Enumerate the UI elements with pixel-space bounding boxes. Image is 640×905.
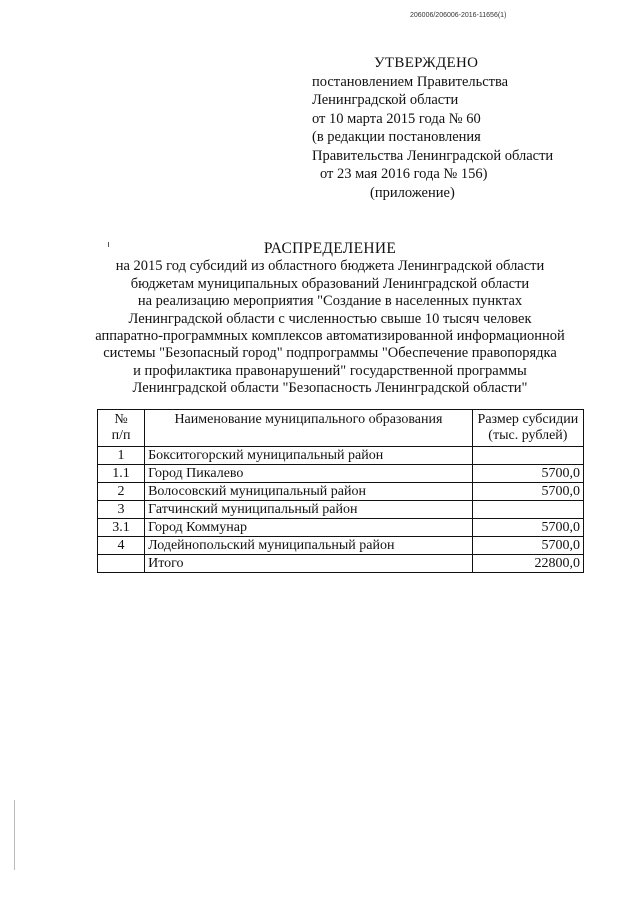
table-row <box>98 537 584 555</box>
row-amount: 5700,0 <box>472 537 583 555</box>
header-num-line1: № <box>114 412 128 427</box>
approval-line: от 10 марта 2015 года № 60 <box>312 110 481 127</box>
scan-edge-line <box>14 800 15 870</box>
row-num <box>98 555 145 573</box>
approval-line: постановлением Правительства <box>312 73 509 90</box>
row-amount: 5700,0 <box>472 519 583 537</box>
row-num: 4 <box>98 537 145 555</box>
row-num: 3.1 <box>98 519 145 537</box>
row-name: Город Коммунар <box>145 519 473 537</box>
table-row <box>98 447 584 465</box>
row-amount: 5700,0 <box>472 465 583 483</box>
title-line: Ленинградской области "Безопасность Ленинградской области" <box>132 380 528 397</box>
row-name: Бокситогорский муниципальный район <box>145 447 473 465</box>
subsidy-table <box>97 409 584 573</box>
title-line: на 2015 год субсидий из областного бюджета Ленинградской области <box>115 258 545 275</box>
row-name: Лодейнопольский муниципальный район <box>145 537 473 555</box>
table-row <box>98 501 584 519</box>
title-line: системы "Безопасный город" подпрограммы "Обеспечение правопорядка <box>103 345 557 362</box>
title-line: аппаратно-программных комплексов автоматизированной информационной <box>95 328 565 345</box>
approval-block <box>312 54 612 202</box>
table-header-row <box>98 410 584 447</box>
table-total-row <box>98 555 584 573</box>
approval-line: от 23 мая 2016 года № 156) <box>320 166 488 182</box>
header-num <box>98 410 145 447</box>
row-amount: 5700,0 <box>472 483 583 501</box>
row-num: 3 <box>98 501 145 519</box>
table-row <box>98 519 584 537</box>
row-name: Гатчинский муниципальный район <box>145 501 473 519</box>
row-num: 1.1 <box>98 465 145 483</box>
distribution-title <box>60 240 600 398</box>
approval-stamp: УТВЕРЖДЕНО <box>374 55 479 71</box>
header-name: Наименование муниципального образования <box>145 410 473 447</box>
approval-line: (приложение) <box>370 184 455 201</box>
approval-line: Правительства Ленинградской области <box>312 147 554 164</box>
title-line: бюджетам муниципальных образований Ленинградской области <box>130 275 530 292</box>
header-amount <box>472 410 583 447</box>
table-row <box>98 483 584 501</box>
title-heading: РАСПРЕДЕЛЕНИЕ <box>263 240 397 257</box>
row-amount <box>472 501 583 519</box>
title-line: на реализацию мероприятия "Создание в населенных пунктах <box>137 293 523 310</box>
approval-line: Ленинградской области <box>312 92 459 108</box>
row-name: Волосовский муниципальный район <box>145 483 473 501</box>
title-line: Ленинградской области с численностью свыше 10 тысяч человек <box>128 310 532 327</box>
header-num-line2: п/п <box>111 428 131 443</box>
row-name: Город Пикалево <box>145 465 473 483</box>
approval-line: (в редакции постановления <box>312 129 481 145</box>
row-num: 2 <box>98 483 145 501</box>
title-line: и профилактика правонарушений" государственной программы <box>133 362 527 379</box>
document-id: 206006/206006-2016-11656(1) <box>410 12 507 19</box>
row-amount: 22800,0 <box>472 555 583 573</box>
header-amount-line1: Размер субсидии <box>477 412 579 427</box>
row-num: 1 <box>98 447 145 465</box>
row-name: Итого <box>145 555 473 573</box>
row-amount <box>472 447 583 465</box>
header-amount-line2: (тыс. рублей) <box>488 428 568 443</box>
table-row <box>98 465 584 483</box>
